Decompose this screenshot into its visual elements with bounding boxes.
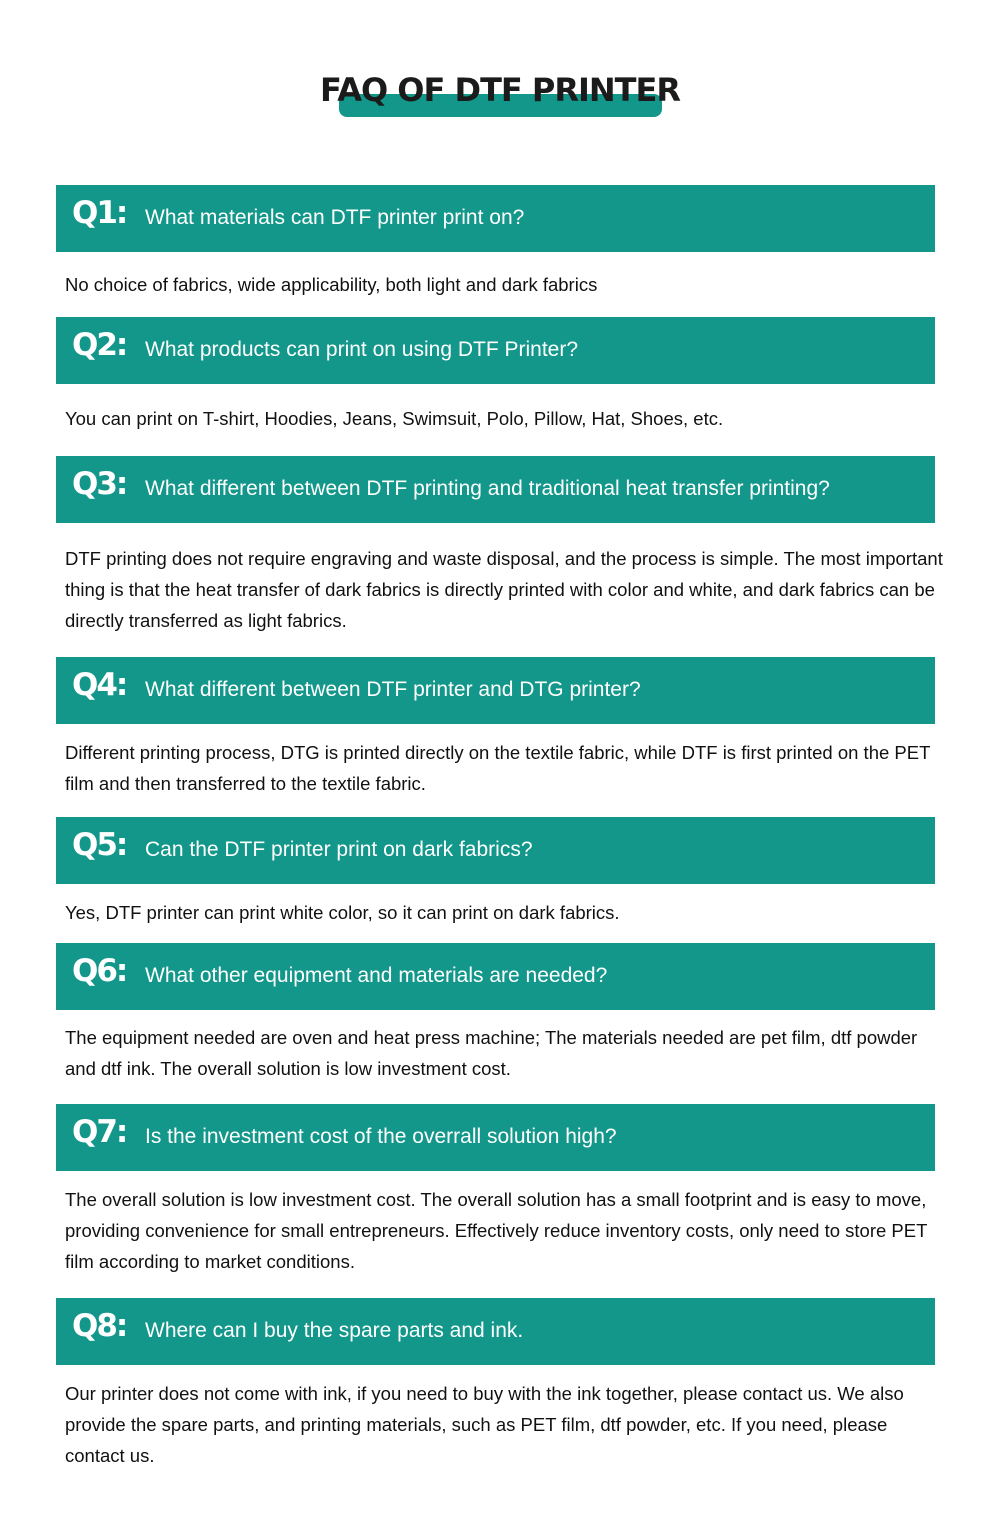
- question-number: Q1:: [72, 195, 127, 231]
- faq-answer-7: The overall solution is low investment cost. The overall solution has a small footprint and is easy to move, providing convenience for small entrepreneurs. Effectively reduce inventory costs, only need to store PET film according to market conditions.: [65, 1189, 928, 1272]
- page-title: FAQ OF DTF PRINTER: [320, 71, 680, 109]
- question-text: What materials can DTF printer print on?: [145, 206, 525, 229]
- question-text: What products can print on using DTF Printer?: [145, 338, 579, 361]
- faq-answer-6: The equipment needed are oven and heat press machine; The materials needed are pet film, dtf powder and dtf ink. The overall solution is low investment cost.: [65, 1027, 918, 1079]
- faq-question-bar-2: [56, 317, 935, 384]
- question-number: Q6:: [72, 953, 127, 989]
- faq-question-bar-4: [56, 657, 935, 724]
- question-number: Q3:: [72, 466, 127, 502]
- faq-question-bar-7: [56, 1104, 935, 1171]
- faq-answer-4: Different printing process, DTG is printed directly on the textile fabric, while DTF is first printed on the PET film and then transferred to the textile fabric.: [65, 742, 931, 794]
- faq-answer-5: Yes, DTF printer can print white color, so it can print on dark fabrics.: [65, 902, 620, 923]
- faq-question-bar-6: [56, 943, 935, 1010]
- question-number: Q8:: [72, 1308, 127, 1344]
- faq-answer-3: DTF printing does not require engraving and waste disposal, and the process is simple. The most important thing is that the heat transfer of dark fabrics is directly printed with color and white, and dark fabrics can be directly transferred as light fabrics.: [65, 548, 943, 631]
- faq-question-bar-5: [56, 817, 935, 884]
- question-text: What different between DTF printer and DTG printer?: [145, 678, 641, 701]
- question-number: Q5:: [72, 827, 127, 863]
- question-number: Q2:: [72, 327, 127, 363]
- faq-question-bar-1: [56, 185, 935, 252]
- faq-question-bar-8: [56, 1298, 935, 1365]
- question-text: What other equipment and materials are needed?: [145, 964, 608, 987]
- question-number: Q7:: [72, 1114, 127, 1150]
- faq-answer-2: You can print on T-shirt, Hoodies, Jeans, Swimsuit, Polo, Pillow, Hat, Shoes, etc.: [65, 408, 724, 429]
- faq-question-bar-3: [56, 456, 935, 523]
- question-text: Is the investment cost of the overrall solution high?: [145, 1125, 617, 1148]
- question-text: Where can I buy the spare parts and ink.: [145, 1319, 524, 1342]
- question-text: What different between DTF printing and traditional heat transfer printing?: [145, 477, 830, 500]
- question-text: Can the DTF printer print on dark fabrics?: [145, 838, 533, 861]
- faq-answer-8: Our printer does not come with ink, if you need to buy with the ink together, please contact us. We also provide the spare parts, and printing materials, such as PET film, dtf powder, etc. If you need, please contact us.: [65, 1383, 904, 1466]
- question-number: Q4:: [72, 667, 127, 703]
- faq-answer-1: No choice of fabrics, wide applicability, both light and dark fabrics: [65, 274, 598, 295]
- page-header: [0, 0, 1000, 130]
